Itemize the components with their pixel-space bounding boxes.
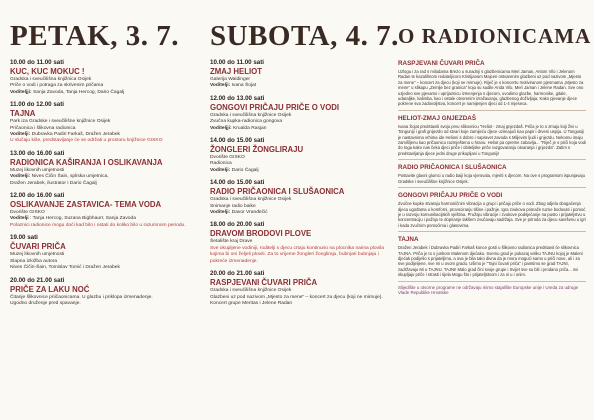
event-title: RASPJEVANI ČUVARI PRIČA (210, 278, 318, 288)
event-detail (210, 246, 390, 265)
workshop-title: GONGOVI PRIČAJU PRIČE O VODI (398, 192, 503, 200)
event-detail-text: : Tanja Hercog, Suzana Bigbhaurr, Sanja Zavoda (28, 216, 136, 222)
event-detail-text: Polaznici radionice mogu doći kad bilo i ostati do koliko bilo u razumnom periodu. (10, 222, 186, 228)
workshops-column (398, 20, 592, 296)
event-title: KUC, KUC MOKUC ! (10, 67, 85, 76)
event-detail-text: U slučaju kiše, predstavljanje će se održati u prostoru knjižnice GISKO (10, 138, 163, 144)
event-time: 20.00 do 21.00 sati (10, 276, 65, 284)
workshop-section (398, 59, 586, 107)
event-title: OSLIKAVANJE ZASTAVICA- TEMA VODA (10, 200, 162, 210)
event-item (10, 192, 194, 229)
event-item (210, 221, 390, 265)
event-title: TAJNA (10, 109, 36, 119)
event-detail (210, 301, 390, 307)
event-detail-text: Koncert grupe Meritas i Jelene Radan (210, 300, 293, 306)
event-detail-text: Ivana Šojat (230, 83, 257, 89)
event-time: 14.00 do 15.00 sati (210, 137, 265, 145)
event-detail (210, 168, 390, 174)
event-detail-text: Gradska i sveučilišna knjižnice Osijek (210, 288, 292, 294)
event-detail (10, 223, 194, 229)
workshop-description: Postavite glavni glumci u radio baiji koja vjerovala, mjeriti s djecom. Na ove s programom ispunjavaju Gradske i sveučilišne knjižnice Osijek. (398, 173, 585, 184)
event-detail-text: Nives Čičin-Šain, Tomislav Tomić i Dražen Jerabek (10, 265, 120, 271)
event-detail-text: Radionica (210, 161, 232, 167)
event-detail-text: Dario Čagalj (230, 167, 259, 173)
event-detail (210, 210, 390, 216)
event-detail (10, 181, 194, 187)
event-detail-key: Voditelji: (10, 132, 31, 138)
event-time: 13.00 do 16.00 sati (10, 149, 65, 157)
workshops-list (398, 59, 586, 278)
friday-events (10, 59, 194, 307)
workshop-section (398, 110, 586, 156)
workshop-title: HELIOT-ZMAJ GNJEZDAŠ (398, 114, 477, 122)
saturday-events (210, 59, 390, 307)
event-detail-text: Priče o vodi i potraga za skrivenim pričama (10, 83, 104, 89)
event-detail-text: Nives Čičin Šain, spliska umjetnica, (30, 174, 109, 180)
saturday-heading: SUBOTA, 4. 7. (210, 20, 399, 52)
event-detail (10, 301, 194, 307)
event-detail (210, 83, 390, 89)
event-time: 20.00 do 21.00 sati (210, 270, 265, 278)
event-time: 18.00 do 20.00 sati (210, 221, 265, 229)
saturday-column (210, 20, 399, 312)
event-detail-text: Čitanje šlikovnice priičaonicama. U glazbu i priklopa izmenadenje. (10, 294, 153, 300)
event-title: PRIČE ZA LAKU NOĆ (10, 284, 90, 294)
event-item (210, 137, 390, 174)
friday-heading: PETAK, 3. 7. (10, 20, 179, 52)
friday-column (10, 20, 194, 312)
event-detail (10, 265, 194, 271)
funding-footer: Slijedište u otvorne programe ne održavaju mimo stajalište Europske unije i Ureda za udruge Vlade Republike Hrvatske (398, 284, 579, 296)
event-detail-text: Pričaonica i šlikovna radionica (10, 125, 76, 131)
event-item (10, 277, 194, 308)
divider (398, 187, 586, 188)
event-item (10, 59, 194, 96)
divider (398, 231, 586, 232)
divider (398, 281, 586, 282)
workshop-description: Dražen Jerabek i Dubravka Padiri Farkaš konce gosti u šlikovno radionica predstavit će slikovnicu TAJNA. Priča je to o junkom Malenom djećaku. Svemu grad je pokazaj veliku TAJNU kojoj je Maleni djećak podijelio s prijateljima, a ova je bila tako divna da je mora mogući samo u priči nove, ali i za sve podijeljene, sve mi u ovom gradu. Ušimo je "Tajni čuvari priča" i pamtimo se grad TAJNI, zadržavaju Mi u TAJNU. TAJNI! Malo grad čini svoje grupe i Svijet sve su bili i prodano priča... svi skupljaju priče i strasti i tijela Mogu što i prijateljstvom i za ni u i onim. (398, 245, 583, 278)
event-detail-text: Gradska i sveučilišna knjižnice Osijek (210, 112, 292, 118)
event-detail-text: Zvučna kupka-radionica gongova (210, 119, 283, 125)
event-item (210, 59, 390, 90)
workshop-description: Ivana Šojat predstaviti svoju prvu slikovnicu "Heliot - zmaj gnjezdaš. Priča je to o zmaju koji živi u Tonguniji i grafi gnijezdo od stvari koje zamijeću djece uzimajući kao papir i drveni uspiju. U Tonguniji je nastavnima vrhima ide Helioni s dobro i napravet zavoda s Miljevim ljudi i gnjezdu. Nekomu imaju zamišljenu kao pričaonicu razmještena u hranu. Heliot pa opreme zabavlja... "Riječ je o priči koja vodi do toga kako nas čeka djeci priče i obiteljske priče razgovaranju otvaranja i gnjezda". Zatim s predstavljanja djece jedni druge prikupljani u Tonguniji! (398, 123, 586, 156)
event-detail-text: Gradska i sveučilišna knjižnica Osijek (10, 77, 92, 82)
event-detail-text: Muzej likovnih umjetnosti (10, 252, 65, 258)
workshop-title: TAJNA (398, 236, 419, 244)
event-detail-key: Voditelji: (210, 167, 231, 173)
event-detail-key: Voditelji (10, 216, 29, 222)
event-detail-text: Glazbeni uz pod nazivom „Mjesto za mene" – koncert za djecu (koji ne mirnuje). (210, 294, 383, 300)
event-detail-key: Voditeljji: (10, 89, 32, 95)
event-detail-text: Krualda Rasjan (231, 125, 267, 131)
event-time: 12.00 do 13.00 sati (210, 94, 265, 102)
event-detail-key: Voditelji: (210, 83, 231, 89)
event-time: 12.00 do 16.00 sati (10, 192, 65, 200)
event-title: RADIONICA KAŠIRANJA I OSLIKAVANJA (10, 157, 163, 167)
event-detail-text: Galerija Waldinger (210, 77, 251, 82)
event-detail-text: Ugodno druženje pred spavanje. (10, 300, 81, 306)
event-detail-text: Dubravka Padiri Farkaš, Dražen Jerabek (30, 132, 120, 138)
event-detail-text: Muzej likovnih umjetnosti (10, 167, 65, 173)
event-item (210, 270, 390, 307)
event-title: ŽONGLERI ŽONGLIRAJU (210, 145, 304, 155)
event-item (10, 150, 194, 187)
event-detail-text: Davor Vranđečić (230, 210, 268, 216)
workshop-description: Uzlogu i za rad s milodama Brezo u suradnji s glazbenicama Meri Jaman, Antom Vilo i Jelenom Radan te kazališnom redateljicom Kristijanom Majcen ostvarenim glazbeni uz pod nazivom „Mjesto za mene" – koncert za djecu (koji ne mirnuje). Riječ je o koncertu motiviranom pjesmama „Mjesto za mene" u slikapu „Zemlje bez granica" koju su sudile Anda Vilo, Meri Jaman i Jelene Radan. Sve ono uzjedno sve pjevamo i uprijaznicu izmenjenja s djecom, uvodimo glazbe, harmonike, gitale, udaraljke, kalimba, kao i ostale otvorenim izražavanju, glazbenog doživljaja, Kako pjevanje djece pokrene sva zadovoljstva, koncert je namijenjen djeci od 1-4 mjeseca. (398, 69, 584, 107)
divider (398, 159, 586, 160)
event-detail (210, 126, 390, 132)
event-item (10, 234, 194, 271)
divider (398, 110, 586, 111)
event-title: ZMAJ HELIOT (210, 67, 262, 76)
event-title: ČUVARI PRIČA (10, 242, 66, 252)
event-detail-text: Dvorište GISKO (210, 155, 245, 161)
event-time: 19.00 sati (10, 234, 38, 242)
workshop-title: RASPJEVANI ČUVARI PRIČA (398, 60, 485, 67)
event-item (210, 95, 390, 132)
event-detail-text: Gradska i sveučilišna knjižnice Osijek (210, 197, 292, 203)
workshops-heading: O RADIONICAMA (398, 24, 592, 48)
event-detail-text: Dražen Jerabek, ilustrator i Dario Čagalj (10, 180, 97, 186)
event-detail-key: Voditeljji: (210, 125, 232, 131)
workshop-section (398, 159, 586, 184)
event-detail-text: Snimanje radio baike (210, 203, 256, 209)
event-detail-text: Sanja Zavoda, Tanja Hercog, Dario Čagalj (31, 89, 125, 95)
event-title: RADIO PRIČAONICA I SLUŠAONICA (210, 187, 345, 197)
event-detail-text: Sve okupljene vodiniji, roditelji s djecu crtaju kontinuiro na plocnika naima plovila kojima bi oni željeli ploviti. Za to vrijeme žongleri žongliraju, bubnjari bubnjaju i pokreće izmenadenje. (210, 245, 384, 264)
workshop-title: RADIO PRIČAONICA I SLUŠAONICA (398, 164, 507, 172)
workshop-section (398, 231, 586, 277)
event-item (210, 179, 390, 216)
workshop-description: Zvučne kupke stvaraju harmoničnim vibracija u grupi i pričaju priče o vodi. Zbog odjela obogaćenja djeca ugođama u komforni, provociranju tišine i pažnje. Igra zvukova pomaže tuzne bodovati i pomoć je u razvoju komunikacijskih vještina. Pružaju vibracije i zvukove podsjećanje na pusto i prijateljstvu u koncentraciju i pažnju te dopiranje lakšem zvučavaju sadržaja. Sve je priroda za djecu savršenu u igri i kada zvučnim pomoćima i glasovima. (398, 201, 586, 228)
event-item (10, 101, 194, 145)
event-title: GONGOVI PRIČAJU PRIČE O VODI (210, 102, 340, 112)
workshop-section (398, 187, 586, 228)
event-detail-key: Voditelji: (10, 174, 31, 180)
event-detail-text: Park iza Gradske i sveučilišne knjižnice Osijek (10, 119, 111, 125)
event-detail-text: Slapna izložba autora (10, 258, 58, 264)
event-time: 11.00 do 12.00 sati (10, 101, 65, 109)
event-detail-text: Dvorište GISKO (10, 210, 45, 216)
event-time: 10.00 do 11.00 sati (210, 59, 265, 66)
event-detail-text: Šetalište kraj Drave (210, 239, 253, 245)
event-detail (10, 90, 194, 96)
event-title: DRAVOM BRODOVI PLOVE (210, 229, 312, 239)
event-time: 10.00 do 11.00 sati (10, 59, 65, 66)
event-time: 14.00 do 15.00 sati (210, 179, 265, 187)
event-detail-key: Voditelji: (210, 210, 231, 216)
event-detail (10, 138, 194, 144)
